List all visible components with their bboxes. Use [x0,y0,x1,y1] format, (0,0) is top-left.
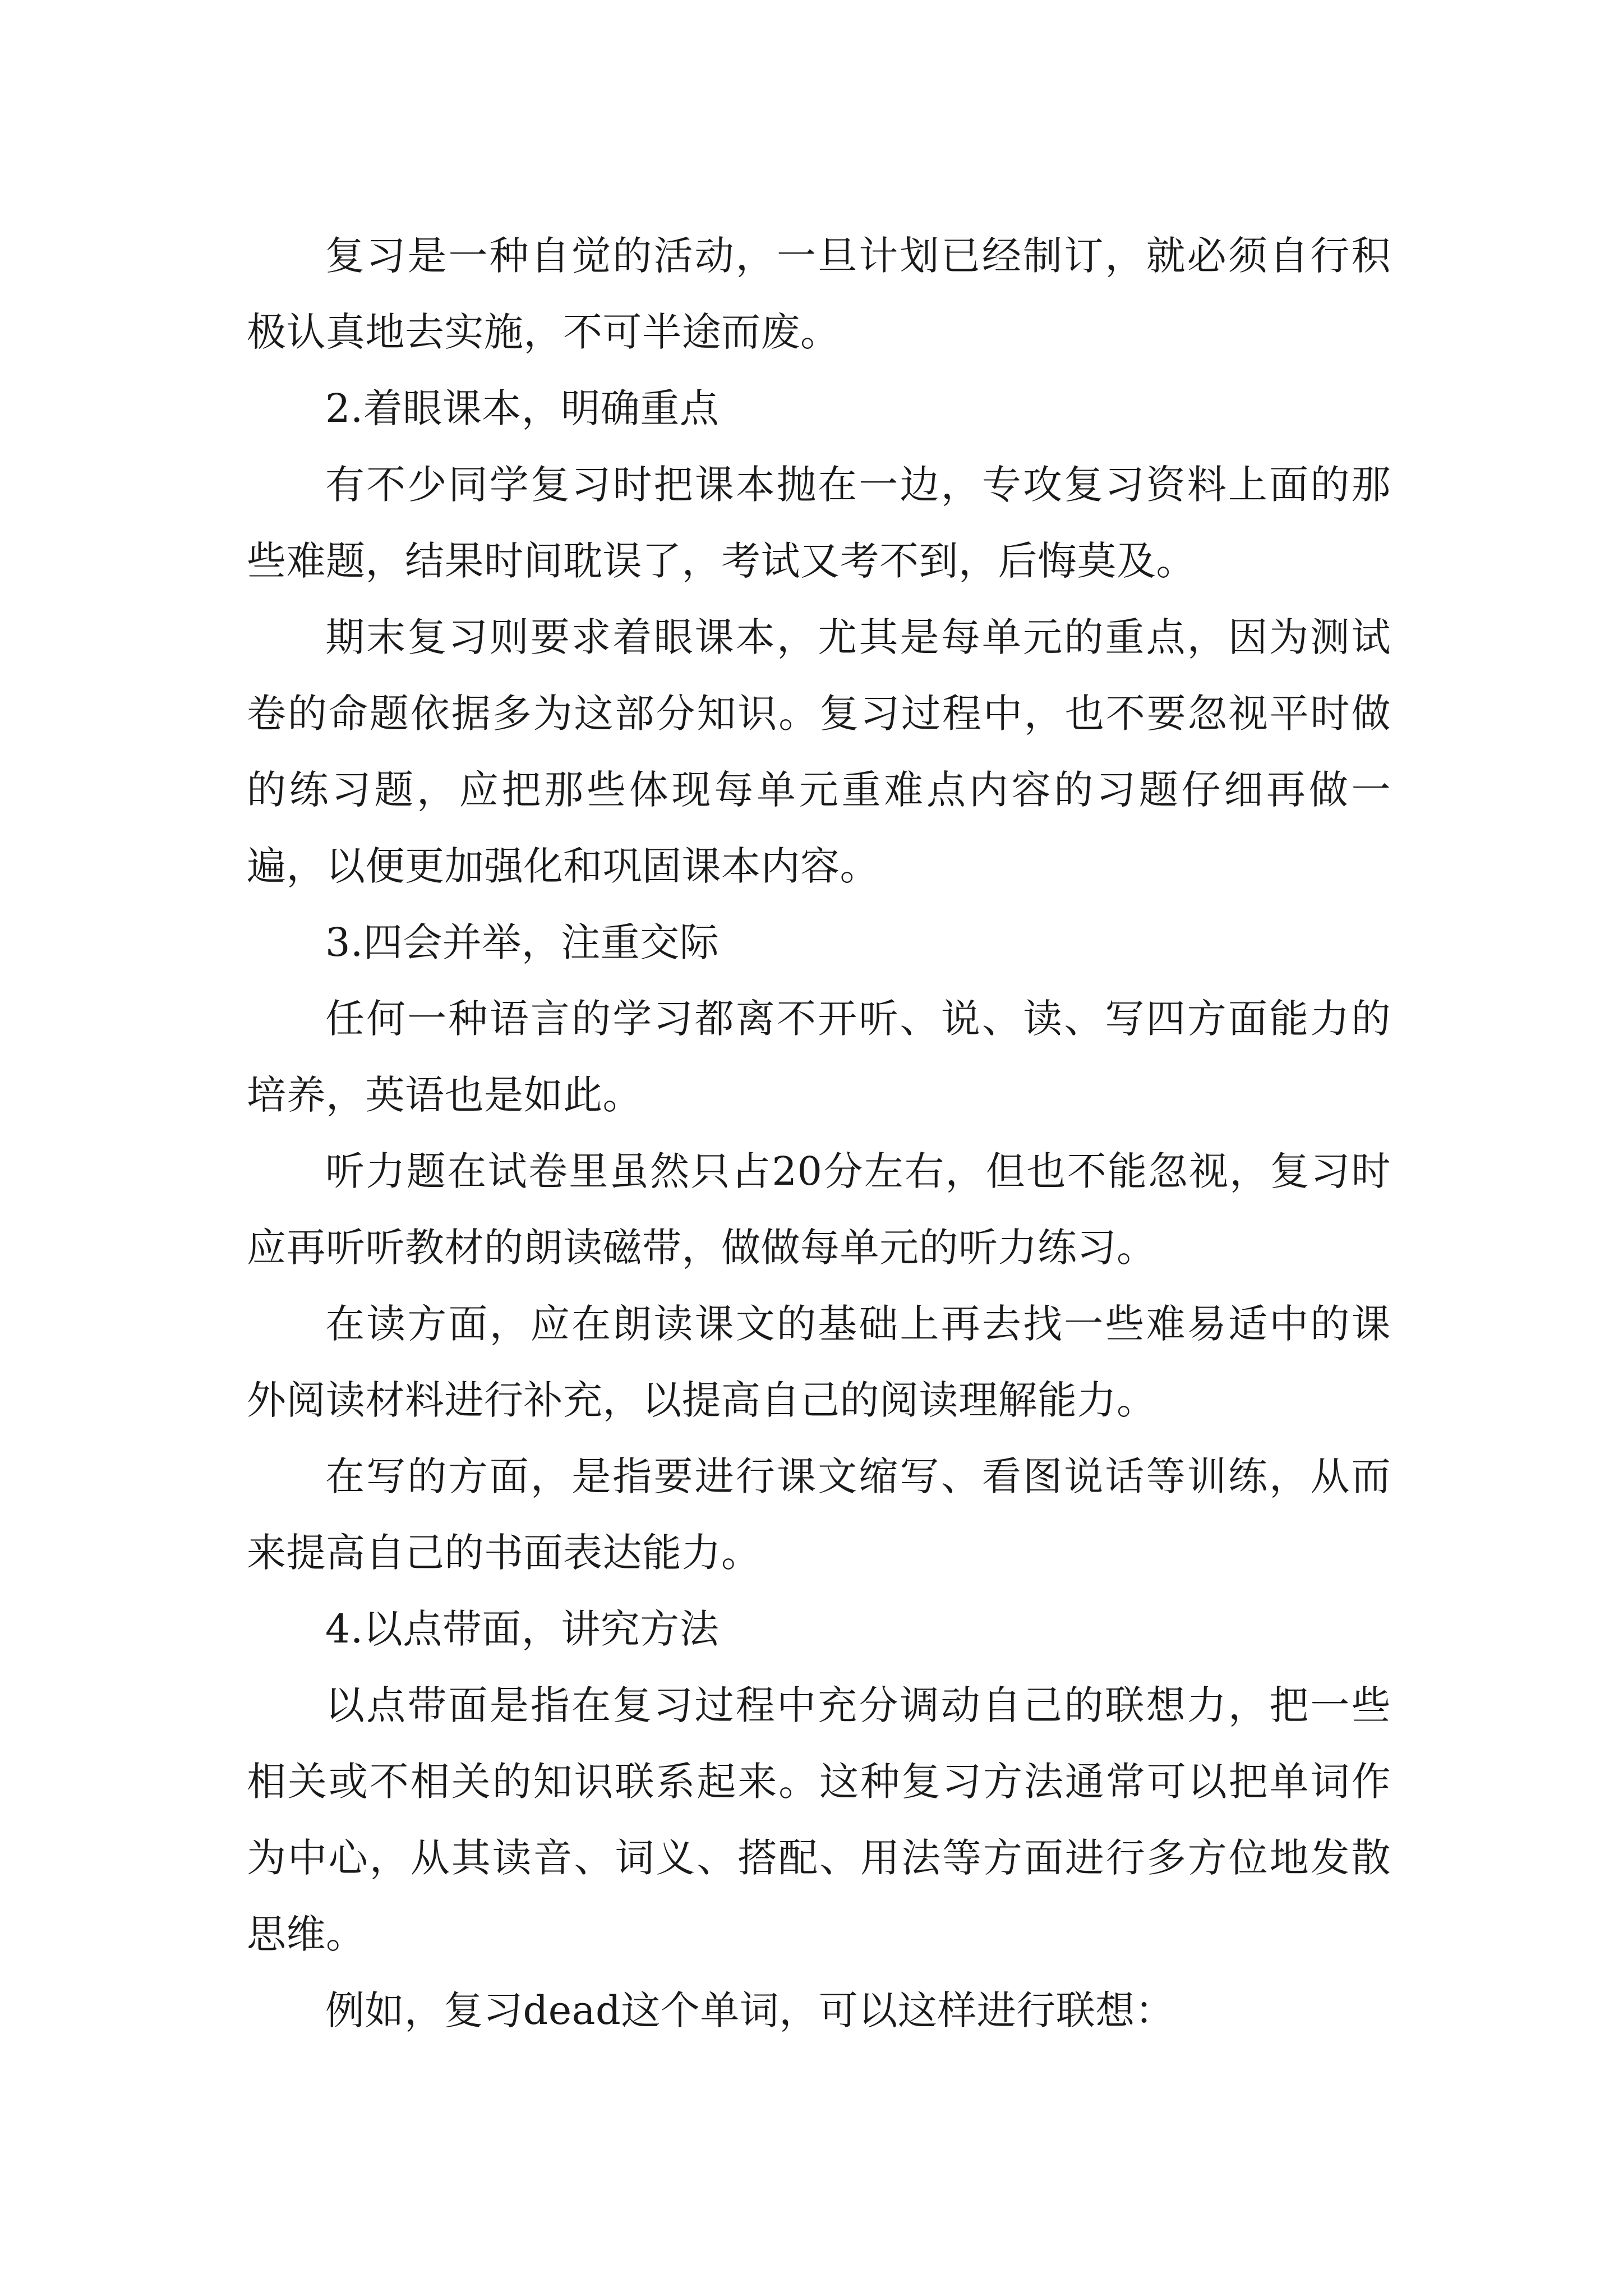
paragraph: 任何一种语言的学习都离不开听、说、读、写四方面能力的培养，英语也是如此。 [247,996,1391,1118]
section-heading: 2.着眼课本，明确重点 [325,385,720,431]
paragraph: 在读方面，应在朗读课文的基础上再去找一些难易适中的课外阅读材料进行补充，以提高自己的阅读理解能力。 [247,1301,1391,1423]
section-heading: 4.以点带面，讲究方法 [325,1606,720,1652]
paragraph: 有不少同学复习时把课本抛在一边，专攻复习资料上面的那些难题，结果时间耽误了，考试又考不到，后悔莫及。 [247,462,1391,584]
paragraph: 例如，复习dead这个单词，可以这样进行联想： [325,1987,1175,2033]
section-heading: 3.四会并举，注重交际 [325,919,720,965]
paragraph: 以点带面是指在复习过程中充分调动自己的联想力，把一些相关或不相关的知识联系起来。这种复习方法通常可以把单词作为中心，从其读音、词义、搭配、用法等方面进行多方位地发散思维。 [247,1682,1391,1957]
paragraph: 听力题在试卷里虽然只占20分左右，但也不能忽视，复习时应再听听教材的朗读磁带，做做每单元的听力练习。 [247,1148,1391,1271]
paragraph: 期末复习则要求着眼课本，尤其是每单元的重点，因为测试卷的命题依据多为这部分知识。复习过程中，也不要忽视平时做的练习题，应把那些体现每单元重难点内容的习题仔细再做一遍，以便更加强化和巩固课本内容。 [247,614,1391,889]
paragraph: 复习是一种自觉的活动，一旦计划已经制订，就必须自行积极认真地去实施，不可半途而废。 [247,233,1391,355]
document-body [247,218,1391,2049]
paragraph: 在写的方面，是指要进行课文缩写、看图说话等训练，从而来提高自己的书面表达能力。 [247,1453,1391,1576]
